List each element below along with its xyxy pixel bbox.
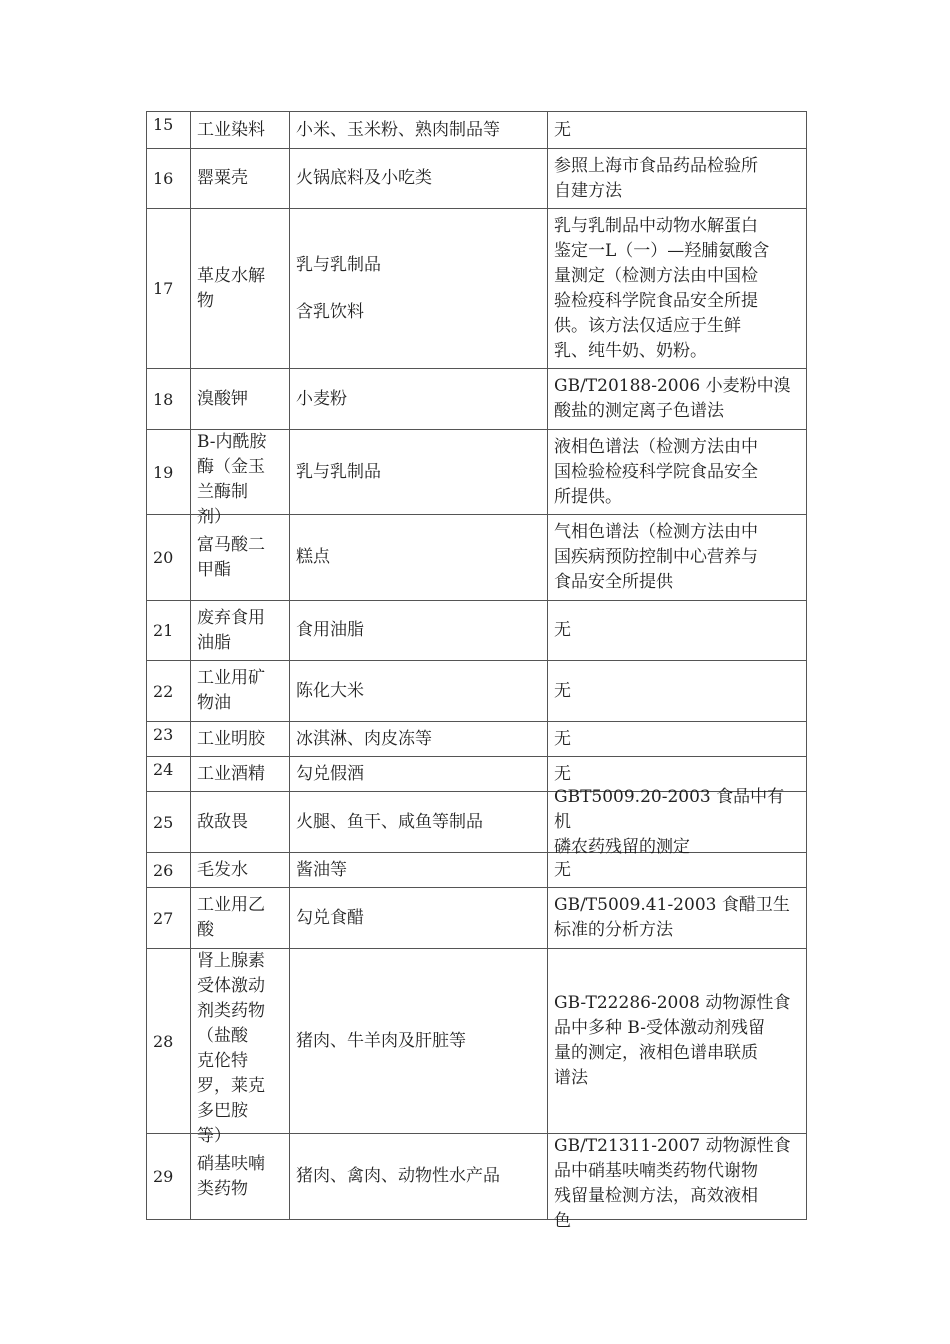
substance-cell: 敌敌畏 <box>191 792 290 852</box>
table-row <box>147 601 807 661</box>
row-number: 17 <box>147 209 191 368</box>
substance-cell: 工业染料 <box>191 112 290 148</box>
method-cell: 参照上海市食品药品检验所 自建方法 <box>548 149 807 208</box>
food-cell: 陈化大米 <box>290 661 548 721</box>
row-number: 21 <box>147 601 191 660</box>
row-number: 27 <box>147 888 191 948</box>
row-number: 19 <box>147 430 191 514</box>
method-cell: 无 <box>548 757 807 791</box>
food-line: 乳与乳制品 <box>296 254 381 275</box>
substance-cell: 革皮水解 物 <box>191 209 290 368</box>
substance-cell: 富马酸二 甲酯 <box>191 515 290 600</box>
substance-cell: 硝基呋喃 类药物 <box>191 1134 290 1219</box>
food-cell: 勾兑食醋 <box>290 888 548 948</box>
substance-cell: 工业酒精 <box>191 757 290 791</box>
method-cell: 无 <box>548 601 807 660</box>
substance-cell: 罂粟壳 <box>191 149 290 208</box>
method-cell: 液相色谱法（检测方法由中 国检验检疫科学院食品安全 所提供。 <box>548 430 807 514</box>
substance-cell: B-内酰胺 酶（金玉 兰酶制 剂） <box>191 430 290 514</box>
substance-cell: 工业用矿 物油 <box>191 661 290 721</box>
food-cell: 猪肉、禽肉、动物性水产品 <box>290 1134 548 1219</box>
row-number: 18 <box>147 369 191 429</box>
table-row <box>147 853 807 888</box>
table-row <box>147 149 807 209</box>
food-cell: 小米、玉米粉、熟肉制品等 <box>290 112 548 148</box>
row-number: 16 <box>147 149 191 208</box>
row-number: 24 <box>147 757 191 791</box>
row-number: 22 <box>147 661 191 721</box>
food-cell: 糕点 <box>290 515 548 600</box>
row-number: 15 <box>147 112 191 148</box>
substance-cell: 工业用乙 酸 <box>191 888 290 948</box>
detection-method-table <box>146 111 807 1231</box>
table-row <box>147 430 807 527</box>
method-cell: 无 <box>548 661 807 721</box>
table-row <box>147 369 807 430</box>
table-row <box>147 209 807 369</box>
method-cell: GBT5009.20-2003 食品中有机 磷农药残留的测定 <box>548 792 807 852</box>
food-cell: 乳与乳制品 <box>290 430 548 514</box>
table-row <box>147 949 807 1146</box>
food-cell: 猪肉、牛羊肉及肝脏等 <box>290 949 548 1133</box>
substance-cell: 工业明胶 <box>191 722 290 756</box>
row-number: 25 <box>147 792 191 852</box>
food-cell: 食用油脂 <box>290 601 548 660</box>
row-number: 29 <box>147 1134 191 1219</box>
method-cell: GB/T5009.41-2003 食醋卫生 标准的分析方法 <box>548 888 807 948</box>
substance-cell: 毛发水 <box>191 853 290 887</box>
row-number: 20 <box>147 515 191 600</box>
method-cell: 无 <box>548 112 807 148</box>
food-cell: 酱油等 <box>290 853 548 887</box>
method-cell: 无 <box>548 853 807 887</box>
food-cell: 勾兑假酒 <box>290 757 548 791</box>
table-row <box>147 112 807 149</box>
method-cell: GB/T20188-2006 小麦粉中溴 酸盐的测定离子色谱法 <box>548 369 807 429</box>
method-cell: GB-T22286-2008 动物源性食 品中多种 B-受体激动剂残留 量的测定，液相色谱串联质 谱法 <box>548 949 807 1133</box>
table-row <box>147 722 807 757</box>
row-number: 26 <box>147 853 191 887</box>
method-cell: 无 <box>548 722 807 756</box>
row-number: 23 <box>147 722 191 756</box>
table-row <box>147 888 807 949</box>
food-cell: 火锅底料及小吃类 <box>290 149 548 208</box>
food-cell <box>290 209 548 368</box>
method-cell: 乳与乳制品中动物水解蛋白 鉴定一L（一）—羟脯氨酸含 量测定（检测方法由中国检 验检疫科学院食品安全所提 供。该方法仅适应于生鲜 乳、纯牛奶、奶粉。 <box>548 209 807 368</box>
food-line: 含乳饮料 <box>296 301 364 322</box>
method-cell: GB/T21311-2007 动物源性食 品中硝基呋喃类药物代谢物 残留量检测方法，髙效液相 色 <box>548 1134 807 1219</box>
substance-cell: 溴酸钾 <box>191 369 290 429</box>
food-cell: 火腿、鱼干、咸鱼等制品 <box>290 792 548 852</box>
food-cell: 小麦粉 <box>290 369 548 429</box>
table-row <box>147 786 807 857</box>
table-row <box>147 661 807 722</box>
table-row <box>147 515 807 601</box>
row-number: 28 <box>147 949 191 1133</box>
substance-cell: 肾上腺素 受体激动 剂类药物 （盐酸 克伦特 罗，莱克 多巴胺 等） <box>191 949 290 1133</box>
table-row <box>147 1134 807 1231</box>
substance-cell: 废弃食用 油脂 <box>191 601 290 660</box>
food-cell: 冰淇淋、肉皮冻等 <box>290 722 548 756</box>
method-cell: 气相色谱法（检测方法由中 国疾病预防控制中心营养与 食品安全所提供 <box>548 515 807 600</box>
